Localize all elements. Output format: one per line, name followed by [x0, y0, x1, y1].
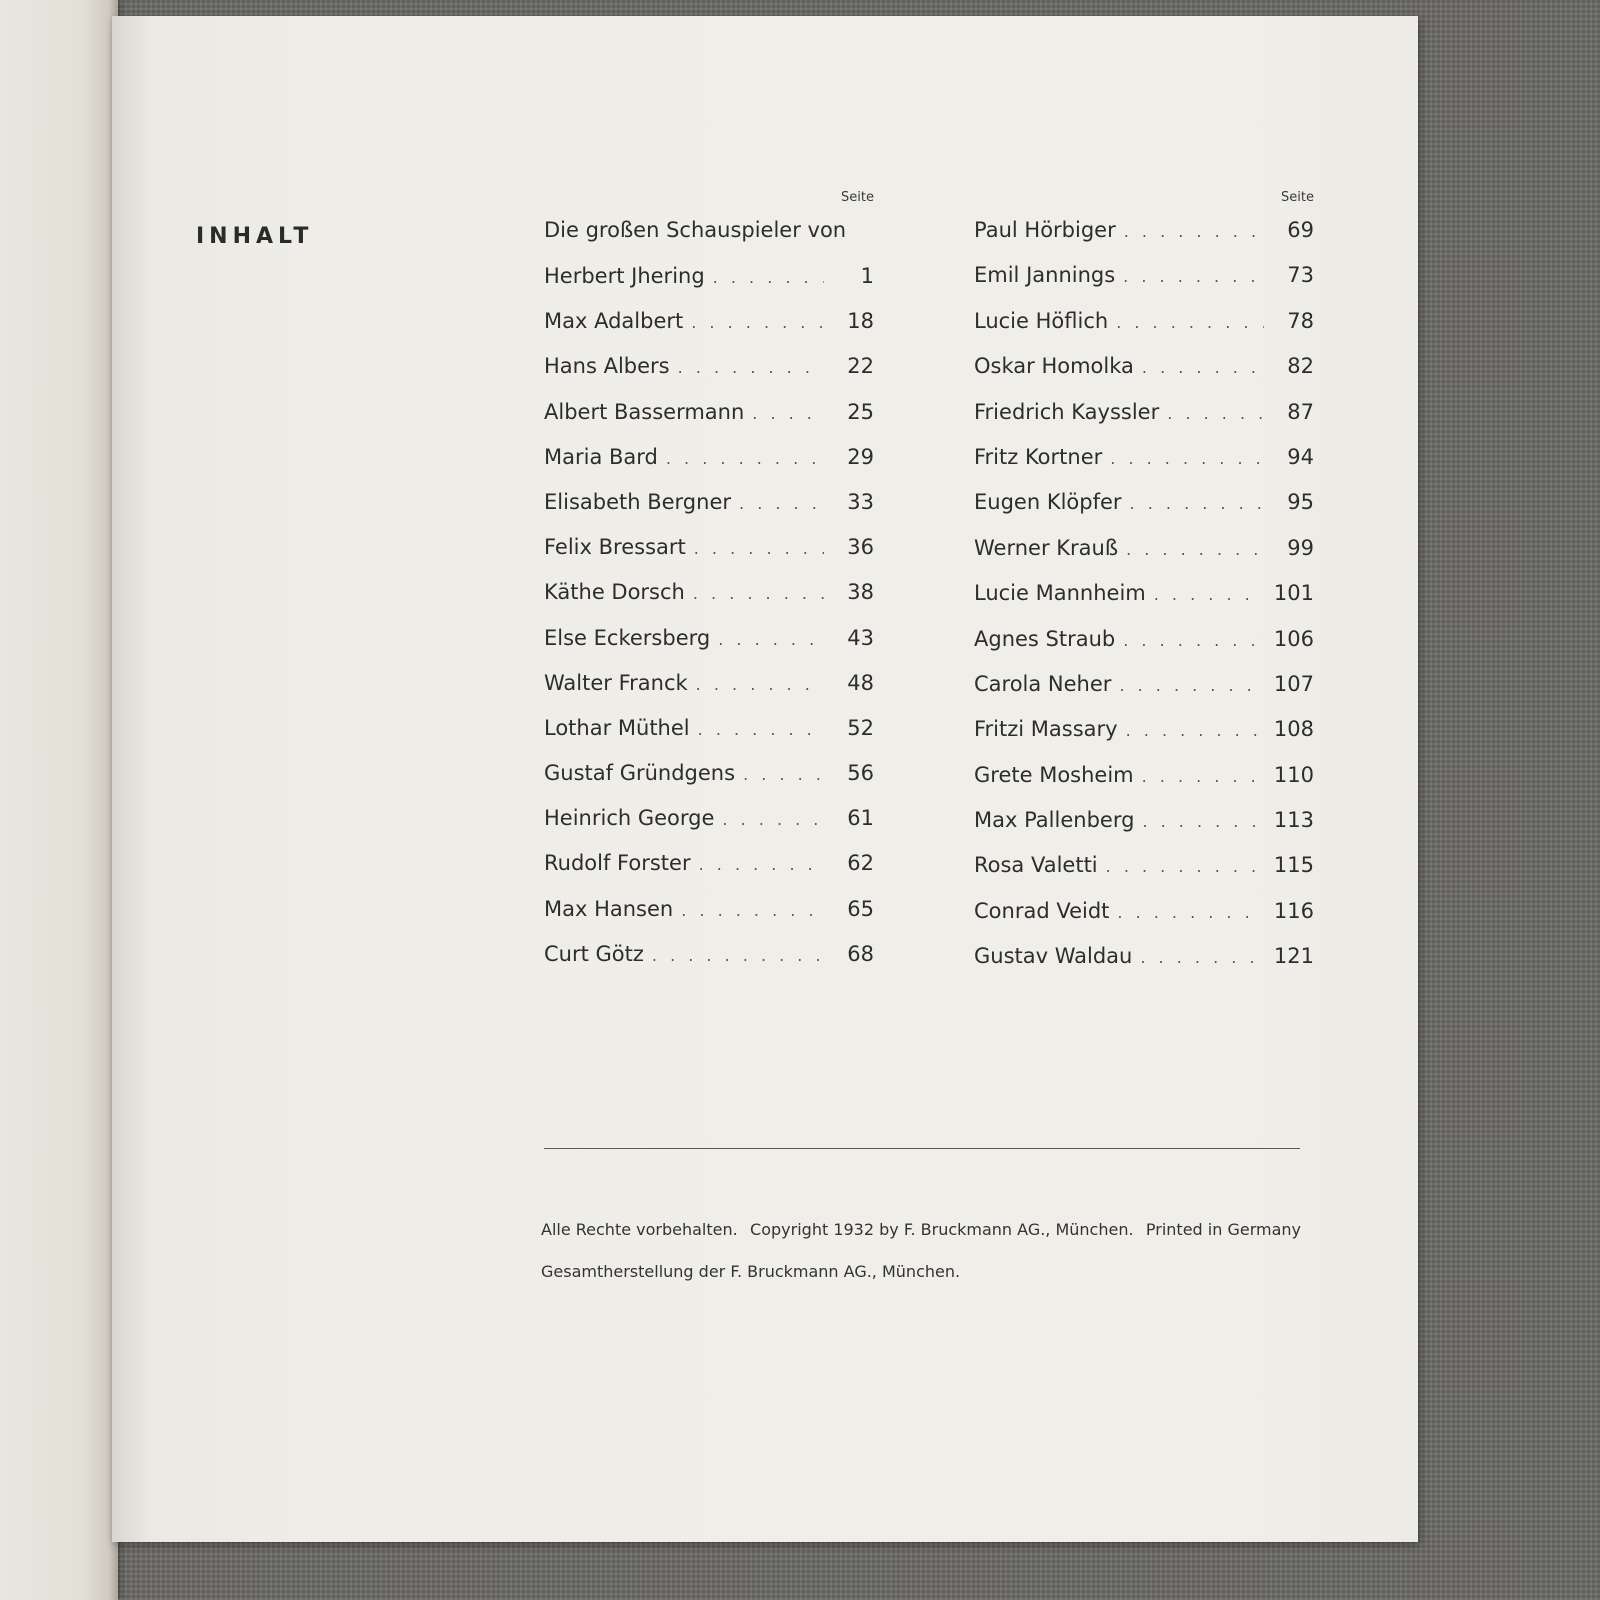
- intro-line: Die großen Schauspieler von: [544, 218, 847, 242]
- page-title: INHALT: [196, 224, 314, 249]
- entry-page: 82: [1287, 354, 1314, 379]
- dot-leader: [743, 763, 824, 787]
- dot-leader: [718, 628, 824, 652]
- dot-leader: [678, 356, 824, 380]
- dot-leader: [691, 311, 824, 335]
- entry-name: Hans Albers: [544, 354, 670, 379]
- entry-name: Paul Hörbiger: [974, 218, 1116, 242]
- entry-page: 73: [1287, 263, 1314, 288]
- entry-name: Albert Bassermann: [544, 399, 745, 424]
- toc-entry: [544, 535, 874, 580]
- toc-entry: [544, 942, 874, 987]
- toc-entry: [544, 897, 874, 942]
- entry-page: 101: [1273, 581, 1314, 606]
- entry-name: Lothar Müthel: [544, 715, 690, 740]
- toc-entry: [544, 445, 874, 490]
- entry-page: 68: [847, 941, 874, 966]
- entry-page: 113: [1273, 808, 1314, 833]
- dot-leader: [1106, 855, 1264, 879]
- toc-entry: [544, 580, 874, 625]
- entry-page: 52: [847, 715, 874, 740]
- toc-entry: [544, 851, 874, 896]
- toc-entry: [544, 626, 874, 671]
- entry-page: 94: [1287, 444, 1314, 469]
- entry-page: 65: [847, 896, 874, 921]
- entry-name: Gustaf Gründgens: [544, 761, 736, 786]
- entry-page: 25: [847, 399, 874, 424]
- dot-leader: [1126, 719, 1264, 743]
- divider-rule: [544, 1148, 1300, 1149]
- toc-column-left: [544, 190, 874, 987]
- entry-page: 106: [1273, 626, 1314, 651]
- dot-leader: [1142, 810, 1264, 834]
- dot-leader: [752, 402, 824, 426]
- toc-entry: [974, 490, 1314, 535]
- entry-name: Lucie Mannheim: [974, 581, 1146, 606]
- toc-list-left: [544, 264, 874, 987]
- dot-leader: [1124, 220, 1264, 244]
- page-column-label: Seite: [1281, 190, 1314, 205]
- toc-entry: [544, 490, 874, 535]
- entry-name: Fritz Kortner: [974, 444, 1103, 469]
- entry-page: 36: [847, 535, 874, 560]
- toc-entry: [974, 218, 1314, 263]
- dot-leader: [1142, 765, 1264, 789]
- toc-column-right: [974, 190, 1314, 990]
- entry-name: Else Eckersberg: [544, 625, 711, 650]
- toc-entry: [974, 808, 1314, 853]
- toc-entry: [544, 716, 874, 761]
- entry-page: 121: [1273, 944, 1314, 969]
- dot-leader: [1123, 629, 1264, 653]
- toc-entry: [974, 627, 1314, 672]
- left-page-edge: [0, 0, 118, 1600]
- toc-entry: [544, 761, 874, 806]
- entry-name: Grete Mosheim: [974, 762, 1134, 787]
- entry-page: 78: [1287, 308, 1314, 333]
- toc-entry: [974, 263, 1314, 308]
- entry-name: Maria Bard: [544, 444, 658, 469]
- printed-notice: Printed in Germany: [1145, 1220, 1301, 1239]
- entry-name: Agnes Straub: [974, 626, 1116, 651]
- entry-name: Max Pallenberg: [974, 808, 1135, 833]
- toc-entry: [544, 354, 874, 399]
- entry-name: Carola Neher: [974, 671, 1112, 696]
- rights-notice: Alle Rechte vorbehalten.: [541, 1220, 738, 1239]
- copyright-line: [541, 1220, 1301, 1239]
- production-credit: Gesamtherstellung der F. Bruckmann AG., München.: [541, 1262, 961, 1281]
- entry-page: 22: [847, 354, 874, 379]
- toc-entry: [974, 672, 1314, 717]
- entry-page: 33: [847, 489, 874, 514]
- entry-page: 108: [1273, 717, 1314, 742]
- toc-entry: [544, 400, 874, 445]
- dot-leader: [1140, 946, 1264, 970]
- entry-name: Felix Bressart: [544, 535, 686, 560]
- toc-entry: [974, 717, 1314, 762]
- entry-name: Fritzi Massary: [974, 717, 1118, 742]
- entry-page: 95: [1287, 490, 1314, 515]
- entry-name: Rudolf Forster: [544, 851, 691, 876]
- toc-entry: [974, 309, 1314, 354]
- toc-entry: [974, 899, 1314, 944]
- dot-leader: [1116, 311, 1264, 335]
- dot-leader: [1130, 492, 1264, 516]
- entry-name: Heinrich George: [544, 806, 715, 831]
- entry-name: Elisabeth Bergner: [544, 489, 732, 514]
- dot-leader: [1142, 356, 1264, 380]
- entry-page: 61: [847, 806, 874, 831]
- entry-page: 18: [847, 309, 874, 334]
- dot-leader: [713, 266, 824, 290]
- entry-page: 38: [847, 580, 874, 605]
- entry-page: 1: [860, 264, 874, 288]
- entry-page: 99: [1287, 535, 1314, 560]
- entry-page: 29: [847, 444, 874, 469]
- dot-leader: [652, 944, 824, 968]
- dot-leader: [1167, 402, 1264, 426]
- toc-entry: [974, 400, 1314, 445]
- toc-entry: [974, 581, 1314, 626]
- dot-leader: [1119, 674, 1264, 698]
- toc-entry: [974, 445, 1314, 490]
- toc-entry: [974, 354, 1314, 399]
- entry-name: Curt Götz: [544, 941, 644, 966]
- entry-name: Werner Krauß: [974, 535, 1119, 560]
- toc-entry: [544, 309, 874, 354]
- copyright-notice: Copyright 1932 by F. Bruckmann AG., München.: [750, 1220, 1134, 1239]
- entry-name: Eugen Klöpfer: [974, 490, 1122, 515]
- dot-leader: [1110, 447, 1264, 471]
- dot-leader: [694, 537, 824, 561]
- dot-leader: [722, 808, 824, 832]
- entry-name: Walter Franck: [544, 670, 688, 695]
- entry-name: Emil Jannings: [974, 263, 1116, 288]
- entry-page: 48: [847, 670, 874, 695]
- dot-leader: [696, 673, 824, 697]
- dot-leader: [693, 582, 824, 606]
- entry-name: Gustav Waldau: [974, 944, 1133, 969]
- dot-leader: [666, 447, 824, 471]
- dot-leader: [1154, 583, 1264, 607]
- toc-entry: [544, 671, 874, 716]
- entry-page: 107: [1273, 671, 1314, 696]
- dot-leader: [1126, 538, 1264, 562]
- toc-list-right: [974, 218, 1314, 990]
- toc-entry: [974, 536, 1314, 581]
- entry-name: Oskar Homolka: [974, 354, 1134, 379]
- entry-name: Herbert Jhering: [544, 264, 705, 288]
- entry-name: Max Hansen: [544, 896, 674, 921]
- entry-name: Conrad Veidt: [974, 898, 1110, 923]
- toc-entry: [974, 944, 1314, 989]
- toc-entry: [974, 763, 1314, 808]
- dot-leader: [681, 899, 824, 923]
- entry-page: 62: [847, 851, 874, 876]
- dot-leader: [698, 718, 824, 742]
- entry-name: Friedrich Kayssler: [974, 399, 1160, 424]
- toc-entry: [544, 806, 874, 851]
- dot-leader: [1117, 901, 1264, 925]
- dot-leader: [699, 853, 824, 877]
- toc-entry: [544, 264, 874, 309]
- entry-page: 69: [1287, 218, 1314, 242]
- entry-page: 110: [1273, 762, 1314, 787]
- entry-page: 87: [1287, 399, 1314, 424]
- entry-page: 43: [847, 625, 874, 650]
- entry-page: 56: [847, 761, 874, 786]
- entry-page: 115: [1273, 853, 1314, 878]
- entry-page: 116: [1273, 898, 1314, 923]
- entry-name: Max Adalbert: [544, 309, 684, 334]
- entry-name: Lucie Höflich: [974, 308, 1109, 333]
- dot-leader: [1123, 265, 1264, 289]
- page-column-label: Seite: [841, 190, 874, 205]
- entry-name: Rosa Valetti: [974, 853, 1098, 878]
- entry-name: Käthe Dorsch: [544, 580, 685, 605]
- toc-entry: [974, 853, 1314, 898]
- dot-leader: [739, 492, 824, 516]
